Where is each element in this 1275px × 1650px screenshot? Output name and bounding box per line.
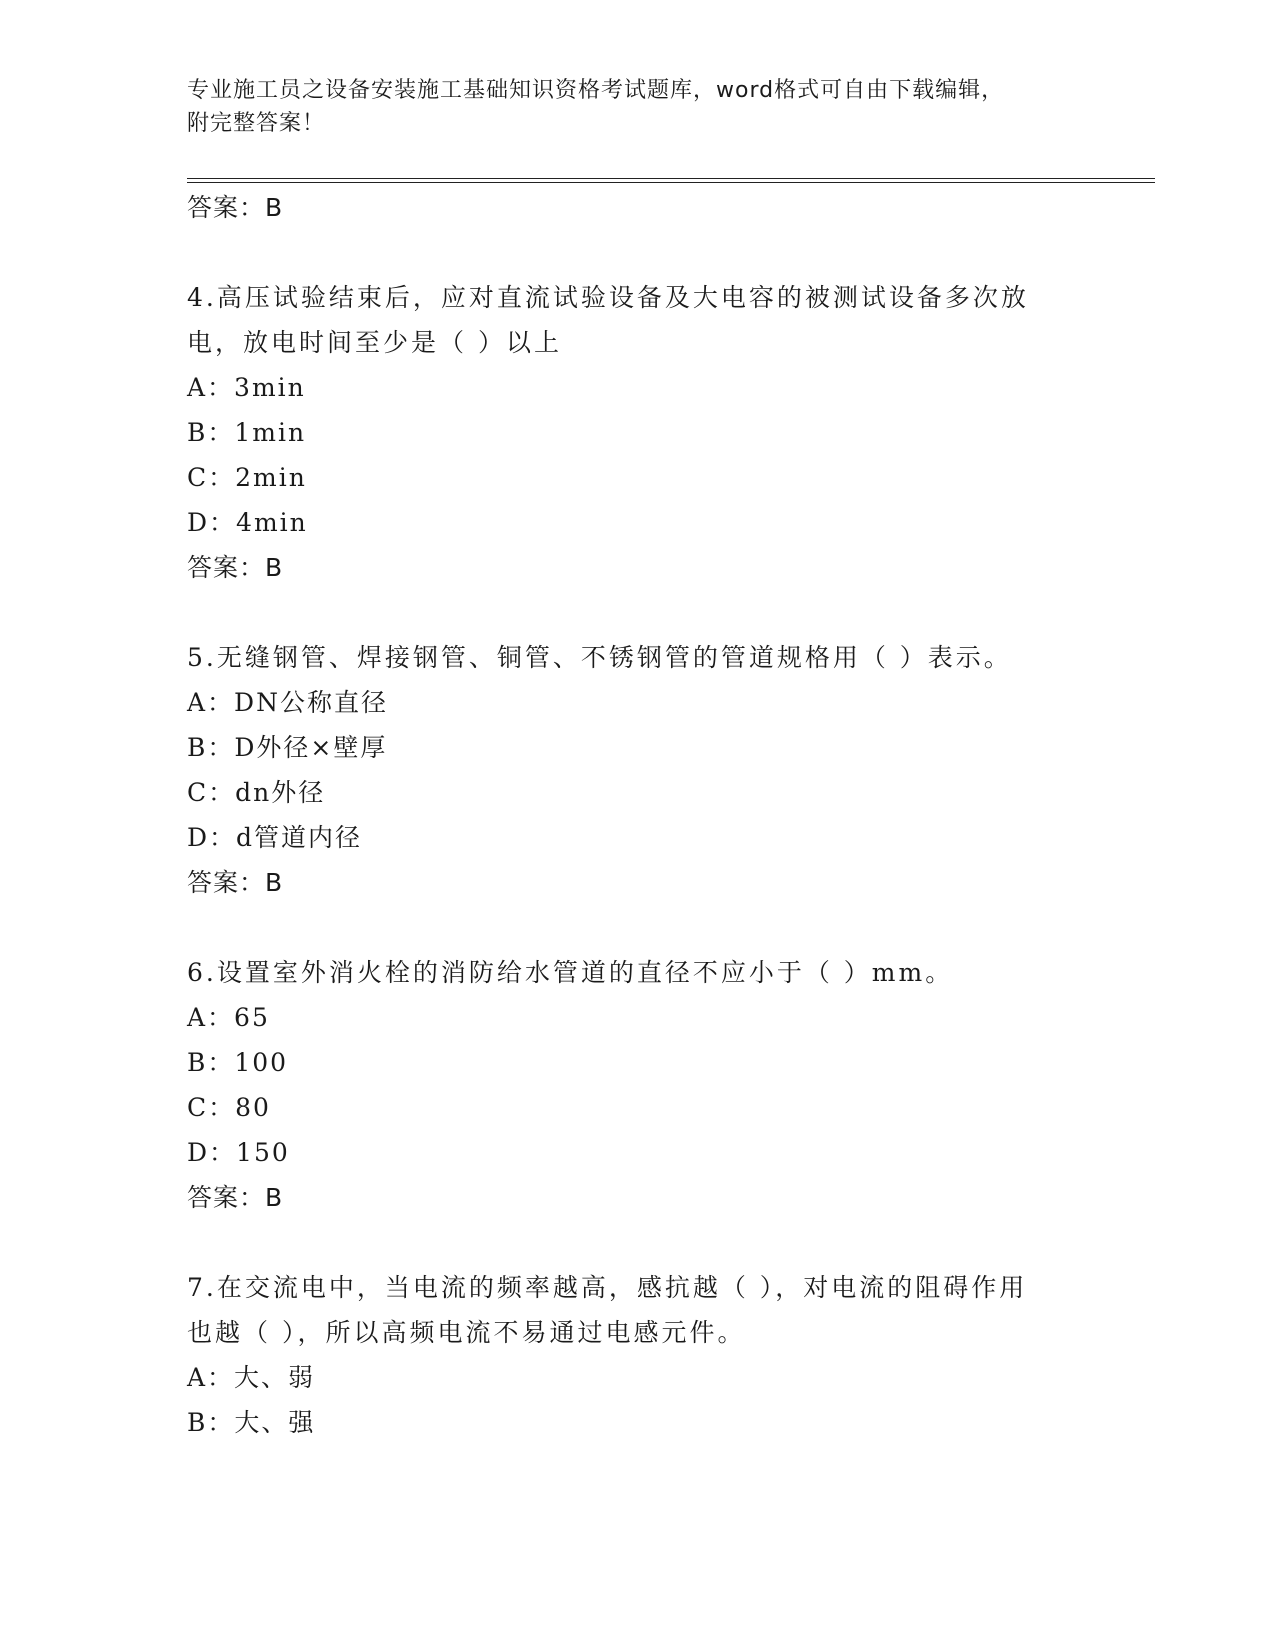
header-line-1: 专业施工员之设备安装施工基础知识资格考试题库，word格式可自由下载编辑，	[187, 78, 1005, 103]
option-b: B：大、强	[187, 1408, 316, 1437]
header-line-2: 附完整答案！	[187, 111, 326, 136]
question-text-line: 也越（ ），所以高频电流不易通过电感元件。	[187, 1318, 746, 1347]
question-text-line: 7.在交流电中，当电流的频率越高，感抗越（ ），对电流的阻碍作用	[187, 1273, 1028, 1302]
option-d: D：150	[187, 1138, 290, 1167]
answer-line: 答案：B	[187, 193, 284, 222]
question-list	[187, 185, 1087, 1490]
option-b: B：100	[187, 1048, 289, 1077]
option-b: B：D外径×壁厚	[187, 733, 388, 762]
option-c: C：80	[187, 1093, 271, 1122]
option-a: A：DN公称直径	[187, 688, 388, 717]
option-c: C：2min	[187, 463, 307, 492]
question-7	[187, 1265, 1087, 1445]
answer-line: 答案：B	[187, 868, 284, 897]
option-a: A：3min	[187, 373, 306, 402]
option-b: B：1min	[187, 418, 307, 447]
question-4	[187, 275, 1087, 590]
question-text-line: 4.高压试验结束后，应对直流试验设备及大电容的被测试设备多次放	[187, 283, 1029, 312]
question-text-line: 5.无缝钢管、焊接钢管、铜管、不锈钢管的管道规格用（ ）表示。	[187, 643, 1012, 672]
question-5	[187, 635, 1087, 905]
option-a: A：大、弱	[187, 1363, 316, 1392]
answer-line: 答案：B	[187, 1183, 284, 1212]
question-text-line: 电，放电时间至少是（ ）以上	[187, 328, 562, 357]
question-6	[187, 950, 1087, 1220]
header-double-rule	[187, 178, 1155, 183]
answer-line: 答案：B	[187, 553, 284, 582]
option-c: C：dn外径	[187, 778, 326, 807]
option-a: A：65	[187, 1003, 270, 1032]
option-d: D：d管道内径	[187, 823, 363, 852]
option-d: D：4min	[187, 508, 308, 537]
document-header	[187, 74, 1087, 140]
question-text-line: 6.设置室外消火栓的消防给水管道的直径不应小于（ ）mm。	[187, 958, 954, 987]
